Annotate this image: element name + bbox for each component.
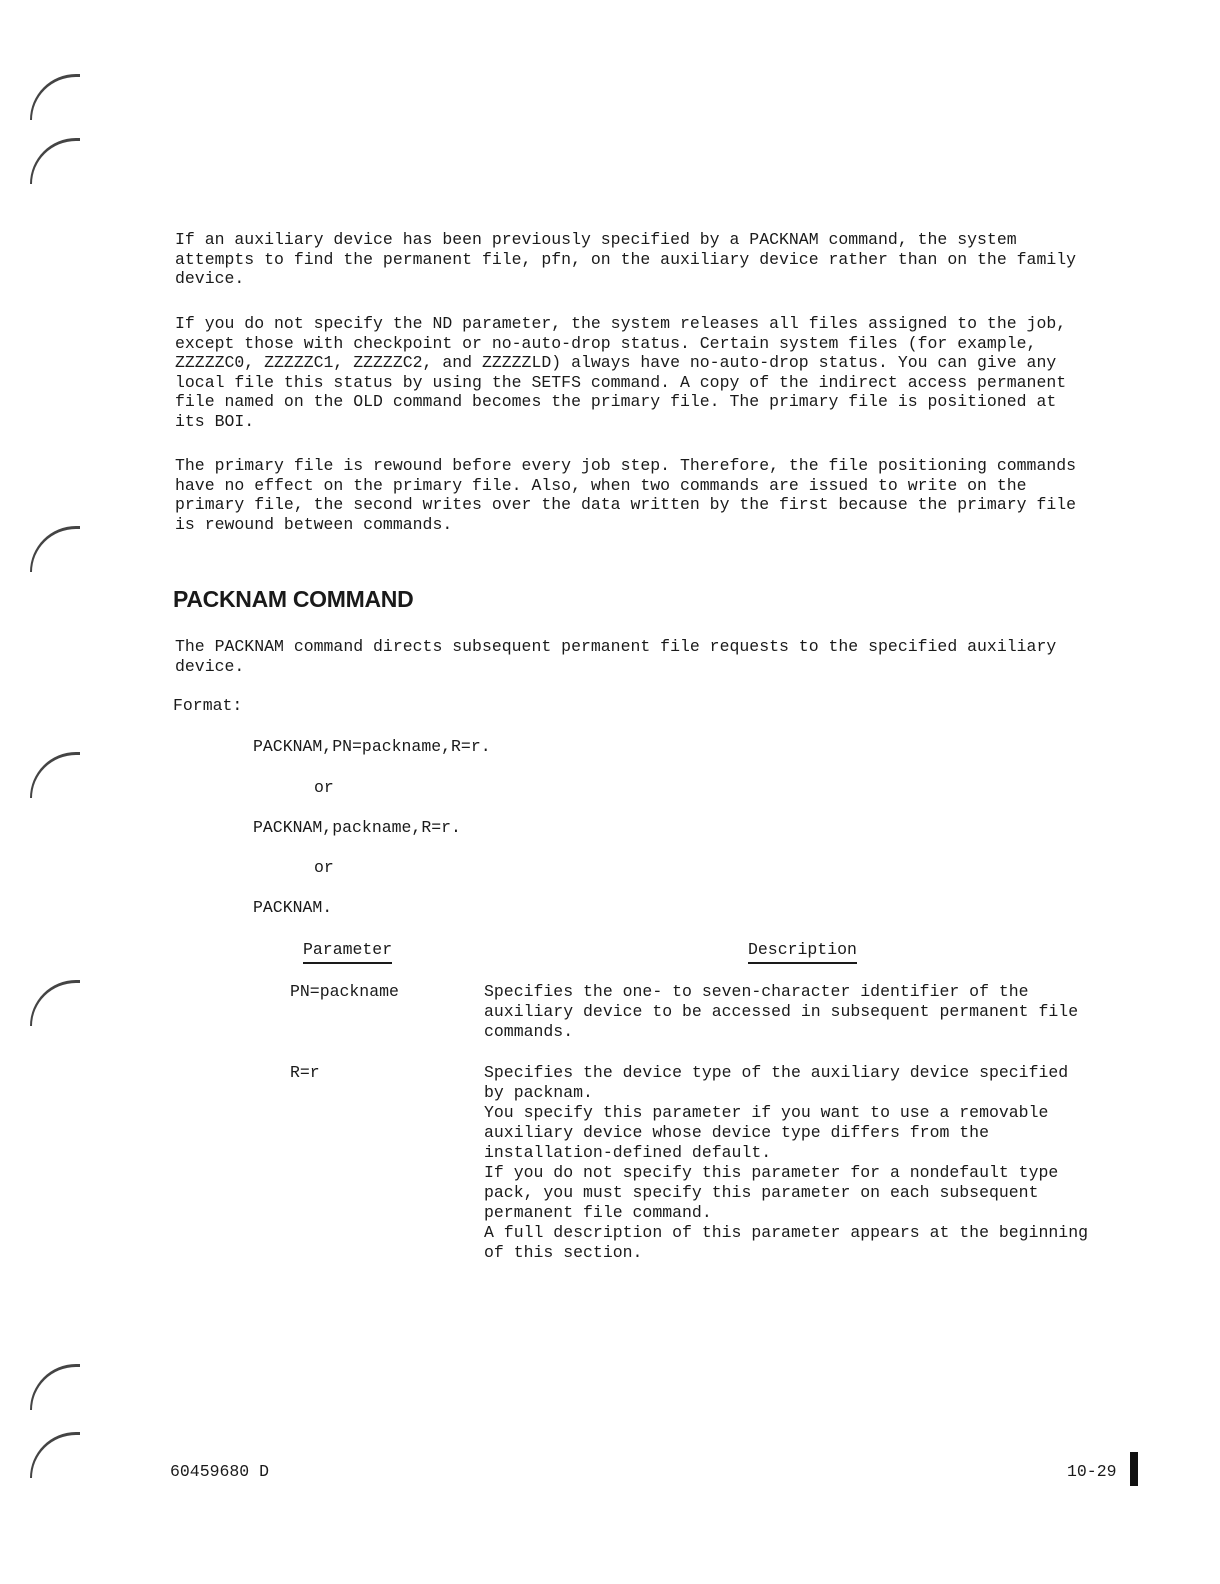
change-bar bbox=[1130, 1452, 1138, 1486]
param-description: Specifies the device type of the auxiliary device specified by packnam. You specify this parameter if you want to use a removable auxiliary device whose device type differs from the installation-defined default. If you do not specify this parameter for a nondefault type pack, you must specify this parameter on each subsequent permanent file command. A full description of this parameter appears at the beginning of this section. bbox=[484, 1063, 1088, 1262]
paragraph-packnam-aux-device: If an auxiliary device has been previously specified by a PACKNAM command, the system attempts to find the permanent file, pfn, on the auxiliary device rather than on the family device. bbox=[175, 230, 1077, 288]
paragraph-nd-parameter: If you do not specify the ND parameter, the system releases all files assigned to the job, except those with checkpoint or no-auto-drop status. Certain system files (for example, ZZZZZC0, ZZZZZC1, ZZZZZC2, and ZZZZZLD) always have no-auto-drop status. You can give any local file this status by using the SETFS command. A copy of the indirect access permanent file named on the OLD command becomes the primary file. The primary file is positioned at its BOI. bbox=[175, 314, 1067, 431]
or-separator: or bbox=[314, 778, 334, 797]
or-separator: or bbox=[314, 858, 334, 877]
param-name: PN=packname bbox=[290, 982, 399, 1001]
binder-hole-mark bbox=[30, 526, 80, 572]
binder-hole-mark bbox=[30, 138, 80, 184]
param-description: Specifies the one- to seven-character identifier of the auxiliary device to be accessed in subsequent permanent file commands. bbox=[484, 982, 1079, 1041]
format-line-1: PACKNAM,PN=packname,R=r. bbox=[253, 737, 491, 756]
format-line-2: PACKNAM,packname,R=r. bbox=[253, 818, 461, 837]
doc-number: 60459680 D bbox=[170, 1462, 270, 1481]
binder-hole-mark bbox=[30, 752, 80, 798]
column-header-description: Description bbox=[748, 940, 857, 964]
binder-hole-mark bbox=[30, 1432, 80, 1478]
binder-hole-mark bbox=[30, 74, 80, 120]
section-intro: The PACKNAM command directs subsequent permanent file requests to the specified auxiliary device. bbox=[175, 637, 1057, 676]
binder-hole-mark bbox=[30, 1364, 80, 1410]
paragraph-primary-file-rewound: The primary file is rewound before every job step. Therefore, the file positioning commands have no effect on the primary file. Also, when two commands are issued to write on the primary file, the second writes over the data written by the first because the primary file is rewound between commands. bbox=[175, 456, 1077, 534]
format-line-3: PACKNAM. bbox=[253, 898, 333, 917]
column-header-parameter: Parameter bbox=[303, 940, 392, 964]
format-label: Format: bbox=[173, 696, 243, 715]
page-number: 10-29 bbox=[1067, 1462, 1117, 1481]
param-name: R=r bbox=[290, 1063, 320, 1082]
binder-hole-mark bbox=[30, 980, 80, 1026]
section-heading: PACKNAM COMMAND bbox=[173, 586, 414, 612]
